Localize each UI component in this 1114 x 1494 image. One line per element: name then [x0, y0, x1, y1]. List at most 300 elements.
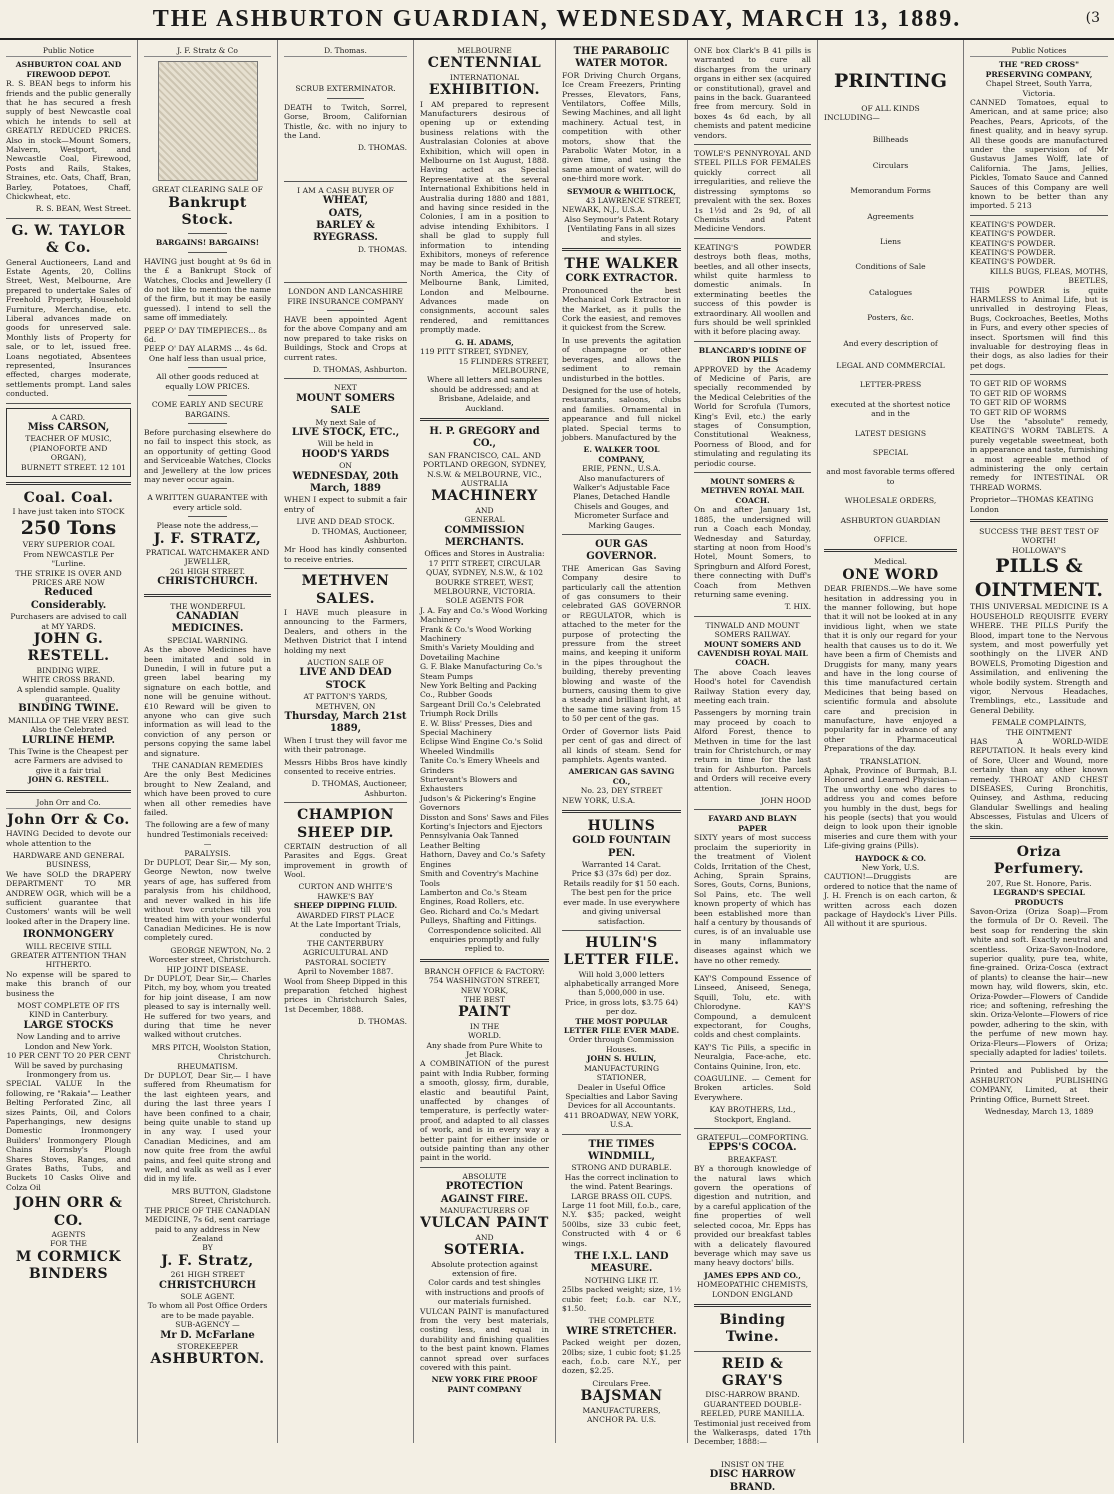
ad-text: FEMALE COMPLAINTS, — [991, 718, 1087, 728]
ad-text: GREAT CLEARING SALE OF — [152, 185, 263, 195]
ad-body: VULCAN PAINT is manufactured from the very best materials, costing less, and equal in durability and finishing qualities to the best paint known. Flames cannot spread over surfaces covered with this paint. — [420, 1306, 549, 1373]
ad-text: Price $3 (37s 6d) per doz. Retails readily for $1 50 each. — [563, 869, 680, 888]
ad-text: PEEP O' DAY ALARMS ... 4s 6d. — [144, 344, 268, 354]
ad-text: AGENTS — [51, 1229, 86, 1239]
ad-text: Order through Commission Houses. — [568, 1035, 675, 1054]
ad-text: Chapel Street, South Yarra, Victoria. — [985, 79, 1093, 98]
list-item: KEATING'S POWDER. — [970, 257, 1056, 267]
ad-text: SPECIAL — [872, 448, 909, 458]
ad-text: DISC-HARROW BRAND. — [705, 1390, 800, 1400]
ad-headline: LARGE STOCKS — [23, 1019, 114, 1031]
ad-text: Price, in gross lots, $3.75 64) per doz. — [564, 997, 679, 1017]
ad-body: HAVING Decided to devote our whole attention to the — [6, 829, 131, 848]
ad-body: KAY'S Compound Essence of Linseed, Aniseed, Senega, Squill, Tolu, etc. with Chlorodyne. KAY'S Compound, a demulcent expectorant, for Coughs, colds and chest complaints. — [694, 973, 811, 1040]
ad-text: ERIE, PENN., U.S.A. — [582, 464, 661, 474]
ad-text: Also the Celebrated — [30, 725, 107, 735]
list-item: Smith and Coventry's Machine Tools — [420, 869, 539, 888]
ad-body: KEATING'S POWDER destroys both fleas, moths, beetles, and all other insects, whilst quite harmless to domestic animals. In exterminating beetles the success of this powder is extraordinary. All woollen and furs should be well sprinkled with it before placing away. — [694, 242, 811, 337]
ad-text: OF ALL KINDS — [861, 103, 920, 113]
ad-headline: PILLS & OINTMENT. — [974, 555, 1104, 601]
ad-text: THE CANADIAN REMEDIES — [151, 761, 264, 771]
card-role: TEACHER OF MUSIC, (PIANOFORTE AND ORGAN), — [25, 434, 112, 463]
ad-signature: D. THOMAS. — [357, 1017, 407, 1027]
imprint: Printed and Published by the ASHBURTON PUBLISHING COMPANY, Limited, at their Printing Office, Burnett Street. — [970, 1066, 1108, 1104]
ad-body: THE American Gas Saving Company desire to particularly call the attention of gas consumers to their celebrated GAS GOVERNOR or REGULATOR, which is attached to the meter for the purpose of protecting the pressure from the street mains, and keeping it uniform in the pipes throughout the building, thereby preventing blowing and waste of the burners, causing them to give a steady and brilliant light, at the same time saving from 15 to 50 per cent of the gas. — [562, 563, 681, 724]
ad-headline: PRINTING — [834, 70, 947, 92]
column-heading: Public Notices — [970, 46, 1108, 57]
ad-heading: G. W. TAYLOR & Co. — [11, 222, 126, 257]
list-item: Liens — [880, 236, 901, 246]
ad-body: In use prevents the agitation of champagne or other beverages, and allows the sediment to remain undisturbed in the bottles. — [562, 335, 681, 383]
ad-signature: SEYMOUR & WHITLOCK, — [567, 186, 676, 196]
ad-text: HOMEOPATHIC CHEMISTS, — [696, 1280, 809, 1290]
ad-text: SHEEP DIPPING FLUID. — [293, 901, 398, 911]
ad-body: CERTAIN destruction of all Parasites and Eggs. Great improvement in growth of Wool. — [284, 841, 407, 880]
list-item: Catalogues — [868, 287, 913, 297]
ad-text: Has the correct inclination to the wind. Patent Bearings. — [564, 1172, 679, 1192]
ad-text: WILL RECEIVE STILL GREATER ATTENTION THAN HITHERTO. — [10, 941, 127, 970]
ad-text: LARGE BRASS OIL CUPS. — [570, 1191, 673, 1201]
ad-body: HAVE been appointed Agent for the above Company and am now prepared to take risks on Buildings, Stock and Crops at current rates. — [284, 314, 407, 362]
ad-headline: IRONMONGERY — [22, 929, 115, 941]
ad-body: General Auctioneers, Land and Estate Agents, 20, Collins Street, West, Melbourne, Are prepared to undertake Sales of Freehold Property, Household Furniture, Merchandise, etc. Liberal advances made on goods for unreserved sale. Monthly lists of Property for sale, or to let, issued free. Loans negotiated, Absentees represented, Insurances effected, charges moderate, settlements prompt. Land sales conducted. — [6, 257, 131, 399]
ad-heading: MOUNT SOMERS & METHVEN ROYAL MAIL COACH. — [700, 477, 805, 505]
column-heading: D. Thomas. — [284, 46, 407, 57]
ad-headline: EXHIBITION. — [428, 82, 541, 99]
ad-body: R. S. BEAN begs to inform his friends and the public generally that he has secured a fresh supply of best Newcastle coal which he intends to sell at GREATLY REDUCED PRICES. Also in stock—Mount Somers, Malvern, Westport, and Newcastle Coal, Firewood, Posts and Rails, Stakes, Straines, etc. Oats, Chaff, Bran, Barley, Potatoes, Chaff, Chickwheat, etc. — [6, 79, 131, 201]
ad-heading: TINWALD AND MOUNT SOMERS RAILWAY. — [705, 620, 800, 640]
ad-signature: KAY BROTHERS, Ltd., Stockport, England. — [709, 1105, 796, 1124]
ad-body: BY a thorough knowledge of the natural laws which govern the operations of digestion and nutrition, and by a careful application of the fine properties of well selected cocoa, Mr. Epps has provided our breakfast tables with a delicately flavoured beverage which may save us many heavy doctors' bills. — [694, 1164, 811, 1268]
ad-body: Dr DUPLOT, Dear Sir,— I have suffered from Rheumatism for the last eighteen years, and during the last three years I have been confined to a chair, being quite unable to stand up in any way. I used your Canadian Medicines, and am now quite free from the awful pains, and feel quite strong and well, and walk as well as I ever did in my life. — [144, 1071, 271, 1184]
list-item: Memorandum Forms — [850, 186, 931, 196]
ad-signature: MRS PITCH, Woolston Station, Christchurch. — [151, 1042, 271, 1062]
ad-signature: R. S. BEAN, West Street. — [35, 204, 131, 214]
ad-body: Dr DUPLOT, Dear Sir,— Charles Pitch, my boy, whom you treated for hip joint disease, I am now pleased to say is internally well. He suffered for two years, and during that time he never walked without crutches. — [144, 973, 271, 1040]
ad-text: VERY SUPERIOR COAL — [22, 540, 115, 550]
ad-body: THIS UNIVERSAL MEDICINE IS A HOUSEHOLD REQUISITE EVERY WHERE. THE PILLS Purify the Blood, impart tone to the Nervous system, and most powerfully yet soothingly on the LIVER AND BOWELS, Promoting Digestion and Assimilation, and enlivening the whole bodily system. Strength and vigor, Nervous Headaches, Tremblings, etc., Lassitude and General Debility. — [970, 602, 1108, 715]
ad-body: 25lbs packed weight; size, 1½ cubic feet; f.o.b. car N.Y., $1.50. — [562, 1285, 681, 1313]
ad-text: NEW YORK, U.S.A. — [562, 795, 636, 805]
ad-text: FOR THE — [50, 1239, 87, 1249]
ad-headline: EPPS'S COCOA. — [708, 1142, 797, 1154]
ad-text: BREAKFAST. — [727, 1154, 778, 1164]
ad-body: APPROVED by the Academy of Medicine of Paris, are specially recommended by the Medical Celebrities of the World for Scrofula (Tumors, King's Evil, etc.) the early stages of Consumption, Constitutional Weakness, Poorness of Blood, and for stimulating and regulating its periodic course. — [694, 364, 811, 468]
column-8 — [964, 40, 1114, 1443]
ad-body: We have SOLD the DRAPERY DEPARTMENT TO MR ANDREW OGR, which will be a sufficient guarantee that Customers' wants will be well looked after in the Drapery line. — [6, 869, 131, 926]
ad-text: executed at the shortest notice and in the — [830, 399, 951, 419]
ad-text: GUARANTEED DOUBLE-REELED, PURE MANILLA. — [700, 1399, 805, 1419]
ad-body: CAUTION!—Druggists are ordered to notice that the name of J. H. French is on each carton, & written across each dozen package of Haydock's Liver Pills. All without it are spurious. — [824, 872, 957, 929]
ad-body: COAGULINE. — Cement for Broken articles. Sold Everywhere. — [694, 1074, 811, 1102]
ad-headline: CORK EXTRACTOR. — [565, 273, 678, 285]
ad-signature: JOHN S. HULIN, — [586, 1054, 657, 1064]
ad-text: THE MOST POPULAR LETTER FILE EVER MADE. — [563, 1016, 680, 1036]
ad-headline: Bankrupt Stock. — [168, 194, 247, 229]
ad-signature: T. HIX. — [784, 602, 811, 612]
column-3 — [278, 40, 414, 1443]
ad-text: All other goods reduced at equally LOW PRICES. — [156, 372, 259, 391]
ad-text: COME EARLY AND SECURE BARGAINS. — [151, 400, 264, 419]
ad-text: THE WONDERFUL — [170, 601, 245, 611]
ad-signature: JOHN HOOD — [760, 796, 811, 806]
ad-signature: GEORGE NEWTON, No. 2 Worcester street, Christchurch. — [148, 945, 271, 965]
ad-text: A WRITTEN GUARANTEE with every article sold. — [147, 493, 268, 512]
ad-headline: METHVEN SALES. — [301, 573, 390, 607]
ad-headline: PAINT — [458, 1004, 511, 1021]
ad-text: PRATICAL WATCHMAKER AND JEWELLER, — [145, 547, 270, 567]
ad-text: ASHBURTON GUARDIAN — [840, 515, 941, 525]
ad-signature: JOHN ORR & CO. — [14, 1195, 123, 1229]
ad-text: RHEUMATISM. — [177, 1061, 238, 1071]
ad-headline: H. P. GREGORY and CO., — [429, 425, 540, 450]
ad-signature: JOHN G. RESTELL. — [28, 775, 109, 785]
ad-text: 119 PITT STREET, SYDNEY, — [420, 347, 529, 357]
list-item: G. F. Blake Manufacturing Co.'s Steam Pumps — [420, 662, 543, 681]
imprint-date: Wednesday, March 13, 1889 — [984, 1107, 1094, 1117]
ad-headline: THE WALKER — [564, 256, 679, 273]
ad-body: KAY'S Tic Pills, a specific in Neuralgia, Face-ache, etc. Contains Quinine, Iron, etc. — [694, 1042, 811, 1071]
ad-signature: D. THOMAS, Auctioneer, Ashburton. — [311, 779, 407, 798]
ad-signature: NEW YORK FIRE PROOF PAINT COMPANY — [431, 1375, 538, 1394]
ad-text: Absolute protection against extension of fire. — [431, 1259, 538, 1278]
newspaper-page — [0, 40, 1114, 1493]
section-heading: Medical. — [873, 557, 908, 567]
ad-body: No expense will be spared to make this branch of our business the — [6, 969, 131, 998]
ad-text: STRONG AND DURABLE. — [571, 1163, 672, 1173]
ad-heading: BLANCARD'S IODINE OF IRON PILLS — [698, 345, 807, 365]
ad-headline: HOOD'S YARDS — [301, 448, 390, 460]
ad-text: KILLS BUGS, FLEAS, MOTHS, BEETLES, — [989, 266, 1108, 286]
ad-body: FOR Driving Church Organs, Ice Cream Freezers, Printing Presses, Elevators, Fans, Ventilators, Coffee Mills, Sewing Machines, and all light machinery. Actual test, in competition with other motors, show that the Parabolic Water Motor, in a given time, and using the same amount of water, will do one-third more work. — [562, 70, 681, 184]
list-item: Agreements — [867, 211, 914, 221]
ad-text: TRANSLATION. — [859, 756, 922, 766]
list-item: Circulars — [872, 160, 909, 170]
ad-body: WHEN I expect to submit a fair entry of — [284, 495, 407, 514]
ad-text: SAN FRANCISCO, CAL. AND PORTLAND OREGON, SYDNEY, N.S.W. & MELBOURNE, VIC., AUSTRALIA — [422, 450, 547, 488]
card-name: Miss CARSON, — [27, 422, 110, 434]
ad-headline: RYEGRASS. — [313, 232, 378, 244]
ad-headline: WEDNESDAY, 20th March, 1889 — [292, 470, 399, 494]
ad-body: DEAR FRIENDS.—We have some hesitation in addressing you in the manner following, but hope that it will not be looked at in any invidious light, when we state that it is only our regard for your health that causes us to do it. We have been a firm of Chemists and Druggists for many, many years and have in the long course of this time manufactured certain Medicines that being based on scientific formula and absolute care and precision in manufacture, have enjoyed a popularity far in advance of any other Pharmaceutical Preparations of the day. — [824, 584, 957, 754]
ad-text: THE PRICE OF THE CANADIAN MEDICINE, 7s 6d, sent carriage paid to any address in New Zealand — [144, 1205, 271, 1243]
ad-text: Purchasers are advised to call at MY YARDS. — [10, 612, 127, 631]
ad-text: Offices and Stores in Australia: — [424, 549, 545, 559]
ad-headline: THE TIMES WINDMILL, — [587, 1138, 655, 1162]
ad-text: Also Seymour's Patent Rotary [Ventilating Fans in all sizes and styles. — [564, 214, 679, 243]
ad-signature: Proprietor—THOMAS KEATING London — [970, 495, 1094, 514]
ad-text: This Twine is the Cheapest per acre Farmers are advised to give it a fair trial — [8, 746, 129, 775]
ad-heading: Coal. Coal. — [23, 490, 114, 507]
page-number: (3 — [1085, 10, 1100, 26]
ad-heading: LONDON AND LANCASHIRE FIRE INSURANCE COMPANY — [287, 287, 404, 306]
ad-text: Dealer in Useful Office Specialties and Labor Saving Devices for all Accountants. — [565, 1082, 678, 1111]
ad-text: 207, Rue St. Honore, Paris. — [986, 878, 1092, 888]
list-item: Conditions of Sale — [855, 262, 926, 272]
ad-text: HIP JOINT DISEASE. — [166, 964, 249, 974]
ad-text: MANILLA OF THE VERY BEST. — [7, 715, 130, 725]
ad-text: MANUFACTURING STATIONER, — [583, 1063, 660, 1083]
ad-body: ONE box Clark's B 41 pills is warranted to cure all discharges from the urinary organs in either sex (acquired or constitutional), gravel and pains in the back. Guaranteed free from mercury. Sold in boxes 4s 6d each, by all chemists and patent medicine vendors. — [694, 46, 811, 140]
list-item: KEATING'S POWDER. — [970, 238, 1056, 248]
ad-headline: Thursday, March 21st 1889, — [284, 710, 407, 735]
ad-text: HOLLOWAY'S — [1011, 545, 1067, 555]
list-item: J. A. Fay and Co.'s Wood Working Machinery — [420, 605, 548, 625]
ad-text: 43 LAWRENCE STREET, — [585, 196, 681, 206]
ad-text: PEEP O' DAY TIMEPIECES... 8s 6d. — [144, 325, 267, 345]
ad-headline: DISC HARROW BRAND. — [709, 1469, 796, 1493]
ad-text: A splendid sample. Quality guaranteed. — [16, 684, 121, 703]
ad-text: ON — [339, 461, 352, 471]
ad-text: and most favorable terms offered to — [826, 467, 955, 486]
ad-body: Testimonial just received from the Walkerasps, dated 17th December, 1888:— — [694, 1418, 811, 1447]
ad-headline: Mr D. McFarlane — [160, 1329, 255, 1341]
column-heading: J. F. Stratz & Co — [144, 46, 271, 57]
ad-headline: M CORMICK BINDERS — [15, 1248, 122, 1283]
list-item: And every description of — [843, 338, 938, 348]
list-item: Hathorn, Davey and Co.'s Safety Engines — [420, 850, 546, 869]
card-address: BURNETT STREET. 12 101 — [21, 462, 126, 472]
ad-text: Correspondence solicited. All enquiries promptly and fully replied to. — [427, 925, 542, 954]
ad-body: I AM prepared to represent Manufacturers desirous of opening up or extending business relations with the Australasian Colonies at above Exhibition, which will open in Melbourne on 1st August, 1888. Having acted as Special Representative at the several International Exhibitions held in Australia during 1880 and 1881, and having since resided in the Colonies, I am in a position to advise intending Exhibitors. I shall be glad to supply full information to intending Exhibitors, moneys of reference may be made to Bank of British North America, the City of Melbourne Bank, Limited, London and Melbourne. Advances made on consignments, account sales rendered, and remittances promptly made. — [420, 99, 549, 335]
ad-headline: REID & GRAY'S — [721, 1355, 784, 1390]
ad-text: PARALYSIS. — [184, 848, 231, 858]
list-item: Sturtevant's Blowers and Exhausters — [420, 775, 518, 794]
ad-text: THE BEST — [463, 994, 506, 1004]
ad-body: Large 11 foot Mill, f.o.b., care, N.Y. $35; packed, weight 500lbs, size 33 cubic feet, Constructed with 4 or 6 wings. — [562, 1200, 681, 1248]
ad-text: The best pen for the price ever made. In use everywhere and giving universal satisfaction. — [563, 888, 680, 926]
ad-body: Are the only Best Medicines brought to New Zealand, and which have been proved to cure when all other remedies have failed. — [144, 770, 271, 818]
ad-text: 261 HIGH STREET — [170, 1270, 245, 1280]
ad-text: THE OINTMENT — [1006, 727, 1072, 737]
ad-text: AND — [475, 505, 494, 515]
ad-headline: LETTER FILE. — [563, 952, 680, 969]
ad-headline: CANADIAN MEDICINES. — [171, 610, 244, 635]
ad-body: I HAVE much pleasure in announcing to the Farmers, Dealers, and others in the Methven District that I intend holding my next — [284, 607, 407, 655]
ad-body: Aphak, Province of Burmah, B.I. Honored and Learned Physician—The unworthy one who dares to address you and comes before you humbly in the dust, begs for his people (sects) that you would deign to look upon their ignoble miseries and cure them with your Life-giving grains (Pills). — [824, 765, 957, 851]
ad-text: No. 23, DEY STREET — [580, 786, 663, 796]
ad-body: SPECIAL VALUE In the following, re "Rakaia"— Leather Belting Perforated Zinc, all sizes Paints, Oil, and Colors Paperhangings, new designs Domestic Ironmongery Builders' Ironmongery Plough Chains Hornsby's Plough Shares Stoves, Ranges, and Grates Baths, Tubs, and Buckets 10 Casks Olive and Colza Oil — [6, 1079, 131, 1192]
list-item: Sargeant Drill Co.'s Celebrated Triumph Rock Drills — [420, 699, 541, 719]
ad-text: Now Landing and to arrive London and New York. — [16, 1032, 121, 1051]
ad-headline: Binding Twine. — [719, 1311, 786, 1346]
list-item: TO GET RID OF WORMS — [970, 379, 1067, 389]
ad-text: Warranted 14 Carat. — [581, 860, 662, 870]
ad-text: Please note the address,— — [156, 521, 259, 531]
list-item: Judson's & Pickering's Engine Governors — [420, 793, 536, 813]
ad-heading: SCRUB EXTERMINATOR. — [295, 84, 396, 94]
ad-text: THE COMPLETE — [588, 1316, 655, 1326]
ad-signature: D. THOMAS, Ashburton. — [312, 364, 407, 374]
ad-body: HAVING just bought at 9s 6d in the £ a Bankrupt Stock of Watches, Clocks and Jewellery (I do not like to mention the name of the firm, but it may be easily guessed). I intend to sell the same off immediately. — [144, 256, 271, 323]
ad-text: LEGAL AND COMMERCIAL — [836, 361, 945, 371]
ad-text: The following are a few of many hundred Testimonials received:— — [145, 820, 270, 849]
ad-body: HAS A WORLD-WIDE REPUTATION. It heals every kind of Sore, Ulcer and Wound, more certainly than any other known remedy. THROAT AND CHEST DISEASES, Curing Bronchitis, Quinsey, and Asthma, reducing Glandular Swellings and healing Abscesses, Fistulas and Ulcers of the skin. — [970, 736, 1108, 831]
ad-text: MELBOURNE — [457, 46, 512, 55]
ad-body: On and after January 1st, 1885, the undersigned will run a Coach each Monday, Wednesday and Saturday, starting at noon from Hood's Hotel, Mount Somers, to Springburn and Alford Forest, there connecting with Duff's Coach from Methven returning same evening. — [694, 505, 811, 599]
ad-heading: THE "RED CROSS" PRESERVING COMPANY, — [985, 60, 1093, 79]
column-5 — [556, 40, 688, 1443]
ad-body: SIXTY years of most success proclaim the superiority in the treatment of Violent Colds, Irritation of the Chest, Aching, Sprain Sprains, Sores, Gouts, Corns, Bunions, Sol Pains, etc. The well known property of which has been established more than half a century by thousands of cures, is of an invaluable use in many inflammatory diseases against which we have no other remedy. — [694, 833, 811, 965]
ad-headline: MOUNT SOMERS SALE — [296, 392, 395, 417]
ad-headline: GOLD FOUNTAIN PEN. — [572, 835, 671, 859]
ad-text: CHRISTCHURCH — [159, 1279, 256, 1291]
ad-headline: BINDING TWINE. — [18, 703, 119, 715]
column-heading: John Orr and Co. — [6, 798, 131, 809]
ad-text: ANCHOR PA. U.S. — [586, 1414, 657, 1424]
ad-body: CANNED Tomatoes, equal to American, and at same price; also Peaches, Pears, Apricots, of the finest quality, and in heavy syrup. All these goods are manufactured under the supervision of Mr Gustavus James Wolff, late of California. The Jams, Jellies, Pickles, Tomato Sauce and Canned Sauces of this Company are well known to be better than any imported. 5 213 — [970, 97, 1108, 211]
ad-headline: BARLEY & — [316, 219, 375, 231]
ad-text: 15 FLINDERS STREET, MELBOURNE, — [458, 356, 549, 375]
ad-headline: SOTERIA. — [443, 1242, 526, 1259]
ad-heading: MOUNT SOMERS AND CAVENDISH ROYAL MAIL COACH. — [697, 639, 808, 668]
newspaper-title: THE ASHBURTON GUARDIAN, WEDNESDAY, MARCH 13, 1889. — [152, 5, 962, 32]
ad-text: New York, U.S. — [861, 863, 920, 873]
column-2 — [138, 40, 278, 1443]
ad-text: 754 WASHINGTON STREET, NEW YORK, — [428, 976, 541, 995]
ad-body: Use the "absolute" remedy, KEATING'S WORM TABLETS. A purely vegetable sweetmeat, both in appearance and taste, furnishing a most agreeable method of administering the only certain remedy for INTESTINAL OR THREAD WORMS. — [970, 416, 1108, 492]
ad-text: GRATEFUL—COMFORTING. — [696, 1133, 809, 1143]
ad-text: 261 HIGH STREET. — [169, 566, 246, 576]
ad-headline: WHEAT, — [322, 195, 369, 207]
ad-text: I AM A CASH BUYER OF — [297, 185, 394, 195]
ad-text: STOREKEEPER — [177, 1341, 238, 1351]
ad-body: Dr DUPLOT, Dear Sir,— My son, George Newton, now twelve years of age, has suffered from paralysis from his childhood, and never walked in his life without two crutches till you treated him with your wonderful Canadian Medicines. He is now completely cured. — [144, 858, 271, 943]
ad-body: Before purchasing elsewhere do no fail to inspect this stock, as an opportunity of getting Good and Serviceable Watches, Clocks and Jewellery at the low prices may never occur again. — [144, 427, 271, 484]
ad-text: April to November 1887. — [297, 967, 394, 977]
ad-headline: JOHN G. RESTELL. — [27, 630, 110, 665]
ad-text: NEWARK, N.J., U.S.A. — [562, 205, 645, 215]
ad-text: LONDON ENGLAND — [712, 1289, 793, 1299]
list-item: Korting's Injectors and Ejectors — [420, 822, 543, 832]
ad-signature: D. THOMAS. — [357, 143, 407, 153]
list-item: Geo. Richard and Co.'s Medart Pulleys, Shafting and Fittings. — [420, 906, 539, 926]
ad-headline: John Orr & Co. — [7, 811, 130, 828]
agent-list — [420, 606, 549, 926]
ad-headline: THE I.X.L. LAND MEASURE. — [574, 1250, 669, 1275]
ad-headline: WIRE STRETCHER. — [566, 1325, 677, 1337]
ad-body: Order of Governor lists Paid per cent of gas and direct of all kinds of steam. Send for pamphlets. Agents wanted. — [562, 726, 681, 764]
ad-text: NOTHING LIKE IT. — [584, 1275, 659, 1285]
ad-text: MANUFACTURERS, — [582, 1405, 661, 1415]
ad-text: CHRISTCHURCH. — [157, 576, 258, 588]
ad-text: INTERNATIONAL — [449, 72, 520, 82]
ad-text: NEXT — [334, 383, 357, 393]
ad-text: INCLUDING— — [824, 112, 880, 122]
ad-text: I have just taken into STOCK — [12, 507, 125, 517]
list-item: KEATING'S POWDER. — [970, 248, 1056, 258]
ad-headline: CHAMPION — [297, 807, 394, 824]
ad-text: To whom all Post Office Orders are to be made payable. — [147, 1301, 268, 1320]
ad-signature: JAMES EPPS AND CO., — [704, 1270, 801, 1280]
ad-body: As the above Medicines have been imitated and sold in Dunedin, I will in future put a green label bearing my signature on each bottle, and none will be genuine without. £10 Reward will be given to anyone who can give such information as will lead to the conviction of any person or persons copying the same label and signature. — [144, 645, 271, 758]
ad-headline: Oriza Perfumery. — [993, 844, 1085, 878]
ad-heading: FAYARD AND BLAYN PAPER — [708, 814, 797, 833]
ad-text: 17 PITT STREET, CIRCULAR QUAY, SYDNEY, N.S.W., & 102 BOURKE STREET, WEST, MELBOURNE, VICTORIA. — [425, 558, 544, 596]
list-item: E. W. Bliss' Presses, Dies and Special Machinery — [420, 718, 533, 738]
ad-text: HAWKE'S BAY — [317, 891, 374, 901]
ad-signature: D. THOMAS, Auctioneer, Ashburton. — [311, 526, 407, 545]
ad-text: At the Late Important Trials, conducted by — [290, 920, 401, 939]
ad-text: Circulars Free. — [592, 1378, 651, 1388]
masthead — [0, 0, 1114, 40]
ad-text: GENERAL — [464, 515, 505, 525]
ad-text: SOLE AGENT. — [180, 1291, 235, 1301]
ad-body: A COMBINATION of the purest paint with India Rubber, forming a smooth, glossy, firm, durable, elastic and beautiful Paint, unaffected by changes of temperature, is perfectly water-proof, and adapted to all classes of work, and is in every way a better paint for either inside or outside painting than any other paint in the world. — [420, 1059, 549, 1163]
column-1 — [0, 40, 138, 1443]
ad-body: Wool from Sheep Dipped in this preparation fetched highest prices in Christchurch Sales, 1st December, 1888. — [284, 976, 407, 1014]
ad-headline: J. F. Stratz, — [161, 1252, 254, 1269]
ad-text: BARGAINS! BARGAINS! — [155, 238, 260, 248]
ad-headline: HULINS — [587, 817, 656, 834]
ad-text: SUCCESS THE BEST TEST OF WORTH! — [979, 526, 1099, 546]
ad-text: SUB-AGENCY — — [175, 1320, 240, 1330]
ad-text: CURTON AND WHITE'S — [298, 882, 393, 892]
ad-heading: ASHBURTON COAL AND FIREWOOD DEPOT. — [15, 60, 122, 79]
ad-text: AT PATTON'S YARDS, METHVEN, ON — [303, 692, 388, 711]
ad-signature: E. WALKER TOOL COMPANY, — [583, 445, 660, 464]
column-7 — [818, 40, 964, 1443]
ad-signature: AMERICAN GAS SAVING CO., — [568, 767, 675, 786]
ad-body: Messrs Hibbs Bros have kindly consented to receive entries. — [284, 757, 407, 776]
list-item: TO GET RID OF WORMS — [970, 398, 1067, 408]
ad-headline: ONE WORD — [842, 566, 939, 583]
ad-text: SPECIAL WARNING. — [167, 635, 248, 645]
ad-headline: Reduced Considerably. — [30, 587, 107, 611]
ad-body: When I trust they will favor me with their patronage. — [284, 735, 407, 755]
ad-headline: COMMISSION MERCHANTS. — [444, 524, 525, 548]
ad-text: BRANCH OFFICE & FACTORY: — [424, 966, 545, 976]
ad-text: AWARDED FIRST PLACE — [296, 910, 395, 920]
list-item: Pennsylvania Oak Tanned Leather Belting — [420, 831, 519, 850]
ad-body: Passengers by morning train may proceed by coach to Alford Forest, thence to Methven in time for the last train for Christchurch, or may return in time for the last train for Ashburton. Parcels and Orders will receive every attention. — [694, 708, 811, 793]
ad-text: Color cards and test shingles with instructions and proofs of our materials furnished. — [425, 1278, 544, 1307]
ad-body: Packed weight per dozen, 20lbs; size, 1 cubic foot; $1.25 each, f.o.b. care N.Y., per dozen, $2.25. — [562, 1338, 681, 1376]
ad-text: Will be held in — [317, 439, 374, 449]
ad-text: Will hold 3,000 letters alphabetically arranged More than 5,000,000 in use. — [564, 969, 679, 998]
ad-text: One half less than usual price, — [148, 353, 267, 363]
ad-headline: ASHBURTON. — [150, 1351, 265, 1368]
ad-body: TOWLE'S PENNYROYAL AND STEEL PILLS FOR FEMALES quickly correct all irregularities, and relieve the distressing symptoms so prevalent with the sex. Boxes 1s 1½d and 2s 9d, of all Chemists and Patent Medicine Vendors. — [694, 149, 811, 234]
list-item: Lamberton and Co.'s Steam Engines, Road Rollers, etc. — [420, 887, 527, 907]
list-item: Smith's Variety Moulding and Dovetailing Machine — [420, 643, 535, 662]
list-item: Posters, &c. — [867, 313, 914, 323]
ad-text: 411 BROADWAY, NEW YORK, U.S.A. — [564, 1110, 679, 1130]
ad-text: MOST COMPLETE OF ITS KIND in Canterbury. — [17, 1001, 120, 1020]
ad-text: HARDWARE AND GENERAL BUSINESS, — [12, 851, 125, 870]
column-heading: Public Notice — [6, 46, 131, 57]
list-item: KEATING'S POWDER. — [970, 229, 1056, 239]
ad-text: OFFICE. — [873, 535, 908, 545]
list-item: Eclipse Wind Engine Co.'s Solid Wheeled Windmills — [420, 737, 543, 756]
ad-text: WHOLESALE ORDERS, — [844, 496, 937, 506]
ad-headline: VULCAN PAINT — [420, 1215, 549, 1232]
ad-text: BINDING WIRE. — [36, 665, 101, 675]
ad-text: Any shade from Pure White to Jet Black. — [426, 1040, 543, 1059]
ad-headline: J. F. STRATZ, — [153, 530, 262, 547]
ad-signature: G. H. ADAMS, — [455, 337, 514, 347]
ad-text: THE CANTERBURY AGRICULTURAL AND PASTORAL SOCIETY — [302, 938, 389, 967]
ad-headline: LURLINE HEMP. — [22, 734, 115, 746]
ad-text: Also manufacturers of Walker's Adjustable Face Planes, Detached Handle Chisels and Gouges, and Micrometer Surface and Marking Gauges. — [572, 473, 671, 530]
ad-text: ABSOLUTE — [462, 1171, 507, 1181]
ad-body: Pronounced the best Mechanical Cork Extractor in the Market, as it pulls the Cork the easiest, and removes it quickest from the Screw. — [562, 285, 681, 333]
ad-headline: MACHINERY — [431, 488, 538, 505]
ad-text: MANUFACTURERS OF — [439, 1206, 530, 1216]
ad-body: The above Coach leaves Hood's hotel for Cavendish Railway Station every day, meeting each train. — [694, 667, 811, 705]
ad-text: Where all letters and samples should be addressed; and at Brisbane, Adelaide, and Auckland. — [427, 375, 542, 413]
ad-headline: THE PARABOLIC WATER MOTOR. — [573, 46, 670, 70]
